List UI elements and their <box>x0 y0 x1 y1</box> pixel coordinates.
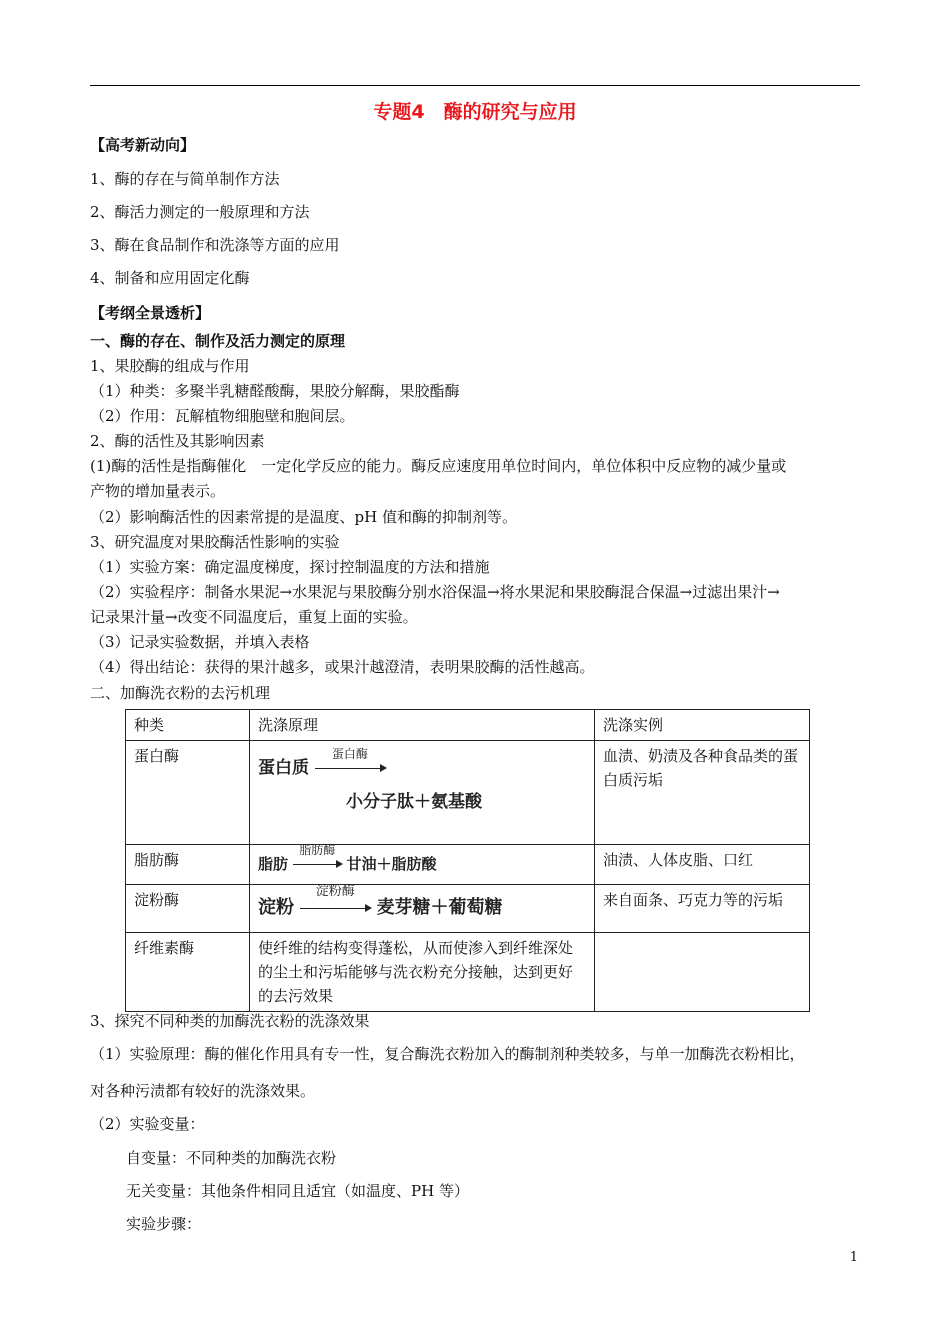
table-row <box>126 845 810 885</box>
reaction-arrow <box>315 747 385 780</box>
example-cell: 来自面条、巧克力等的污垢 <box>595 885 810 933</box>
products: 小分子肽＋氨基酸 <box>346 792 482 812</box>
section-heading-trends: 【高考新动向】 <box>90 136 196 154</box>
text-line: （3）记录实验数据，并填入表格 <box>90 633 310 651</box>
header-rule <box>90 85 860 86</box>
text-line: 实验步骤： <box>126 1215 202 1233</box>
table-header-row <box>126 710 810 741</box>
text-line: （4）得出结论：获得的果汁越多，或果汁越澄清，表明果胶酶的活性越高。 <box>90 658 595 676</box>
text-line: 1、果胶酶的组成与作用 <box>90 357 250 375</box>
reaction-arrow <box>293 843 341 876</box>
text-line: 2、酶的活性及其影响因素 <box>90 432 265 450</box>
products: 甘油＋脂肪酸 <box>346 855 437 873</box>
text-line: 无关变量：其他条件相同且适宜（如温度、PH 等） <box>126 1182 469 1200</box>
substrate: 淀粉 <box>258 897 294 918</box>
page-number: 1 <box>849 1250 858 1265</box>
text-line: （2）实验程序：制备水果泥→水果泥与果胶酶分别水浴保温→将水果泥和果胶酶混合保温→过滤出果汁→ <box>90 583 780 601</box>
text-line: 对各种污渍都有较好的洗涤效果。 <box>90 1082 316 1100</box>
reaction-cell <box>250 741 595 845</box>
example-cell <box>595 933 810 1012</box>
kind-cell: 淀粉酶 <box>126 885 250 933</box>
text-line: （1）实验原理：酶的催化作用具有专一性，复合酶洗衣粉加入的酶制剂种类较多，与单一加酶洗衣粉相比， <box>90 1045 805 1063</box>
text-line: （1）种类：多聚半乳糖醛酸酶，果胶分解酶，果胶酯酶 <box>90 382 460 400</box>
example-cell: 血渍、奶渍及各种食品类的蛋白质污垢 <box>595 741 810 845</box>
reaction-cell <box>250 885 595 933</box>
reaction-equation <box>258 884 586 920</box>
reaction-cell <box>250 845 595 885</box>
list-item: 3、酶在食品制作和洗涤等方面的应用 <box>90 236 340 254</box>
enzyme-label: 蛋白酶 <box>331 747 368 761</box>
reaction-equation <box>258 843 586 876</box>
text-line: （2）作用：瓦解植物细胞壁和胞间层。 <box>90 407 355 425</box>
text-line: （1）实验方案：确定温度梯度，探讨控制温度的方法和措施 <box>90 558 490 576</box>
list-item: 1、酶的存在与简单制作方法 <box>90 170 280 188</box>
text-line: 二、加酶洗衣粉的去污机理 <box>90 684 271 702</box>
header-cell: 种类 <box>126 710 250 741</box>
principle-cell: 使纤维的结构变得蓬松，从而使渗入到纤维深处的尘土和污垢能够与洗衣粉充分接触，达到更好的去污效果 <box>250 933 595 1012</box>
reaction-equation <box>258 747 586 780</box>
header-cell: 洗涤原理 <box>250 710 595 741</box>
text-line: 3、探究不同种类的加酶洗衣粉的洗涤效果 <box>90 1012 370 1030</box>
products: 麦芽糖＋葡萄糖 <box>376 897 503 918</box>
subsection-heading: 一、酶的存在、制作及活力测定的原理 <box>90 332 346 350</box>
text-line: （2）影响酶活性的因素常提的是温度、pH 值和酶的抑制剂等。 <box>90 508 517 526</box>
section-heading-syllabus: 【考纲全景透析】 <box>90 304 211 322</box>
text-line: 3、研究温度对果胶酶活性影响的实验 <box>90 533 340 551</box>
kind-cell: 脂肪酶 <box>126 845 250 885</box>
header-cell: 洗涤实例 <box>595 710 810 741</box>
list-item: 4、制备和应用固定化酶 <box>90 269 250 287</box>
list-item: 2、酶活力测定的一般原理和方法 <box>90 203 310 221</box>
example-cell: 油渍、人体皮脂、口红 <box>595 845 810 885</box>
text-line: 自变量：不同种类的加酶洗衣粉 <box>126 1149 337 1167</box>
enzyme-label: 脂肪酶 <box>299 843 336 857</box>
reaction-arrow <box>300 884 370 920</box>
enzyme-table <box>125 709 810 1012</box>
text-line: (1)酶的活性是指酶催化 一定化学反应的能力。酶反应速度用单位时间内，单位体积中反应物的减少量或 <box>90 457 787 475</box>
table-row <box>126 885 810 933</box>
substrate: 蛋白质 <box>258 758 309 778</box>
text-line: （2）实验变量： <box>90 1115 205 1133</box>
kind-cell: 纤维素酶 <box>126 933 250 1012</box>
page-title: 专题4 酶的研究与应用 <box>373 101 577 123</box>
text-line: 记录果汁量→改变不同温度后，重复上面的实验。 <box>90 608 418 626</box>
text-line: 产物的增加量表示。 <box>90 482 226 500</box>
kind-cell: 蛋白酶 <box>126 741 250 845</box>
table-row <box>126 933 810 1012</box>
enzyme-label: 淀粉酶 <box>315 884 355 899</box>
substrate: 脂肪 <box>258 855 289 873</box>
table-row <box>126 741 810 845</box>
